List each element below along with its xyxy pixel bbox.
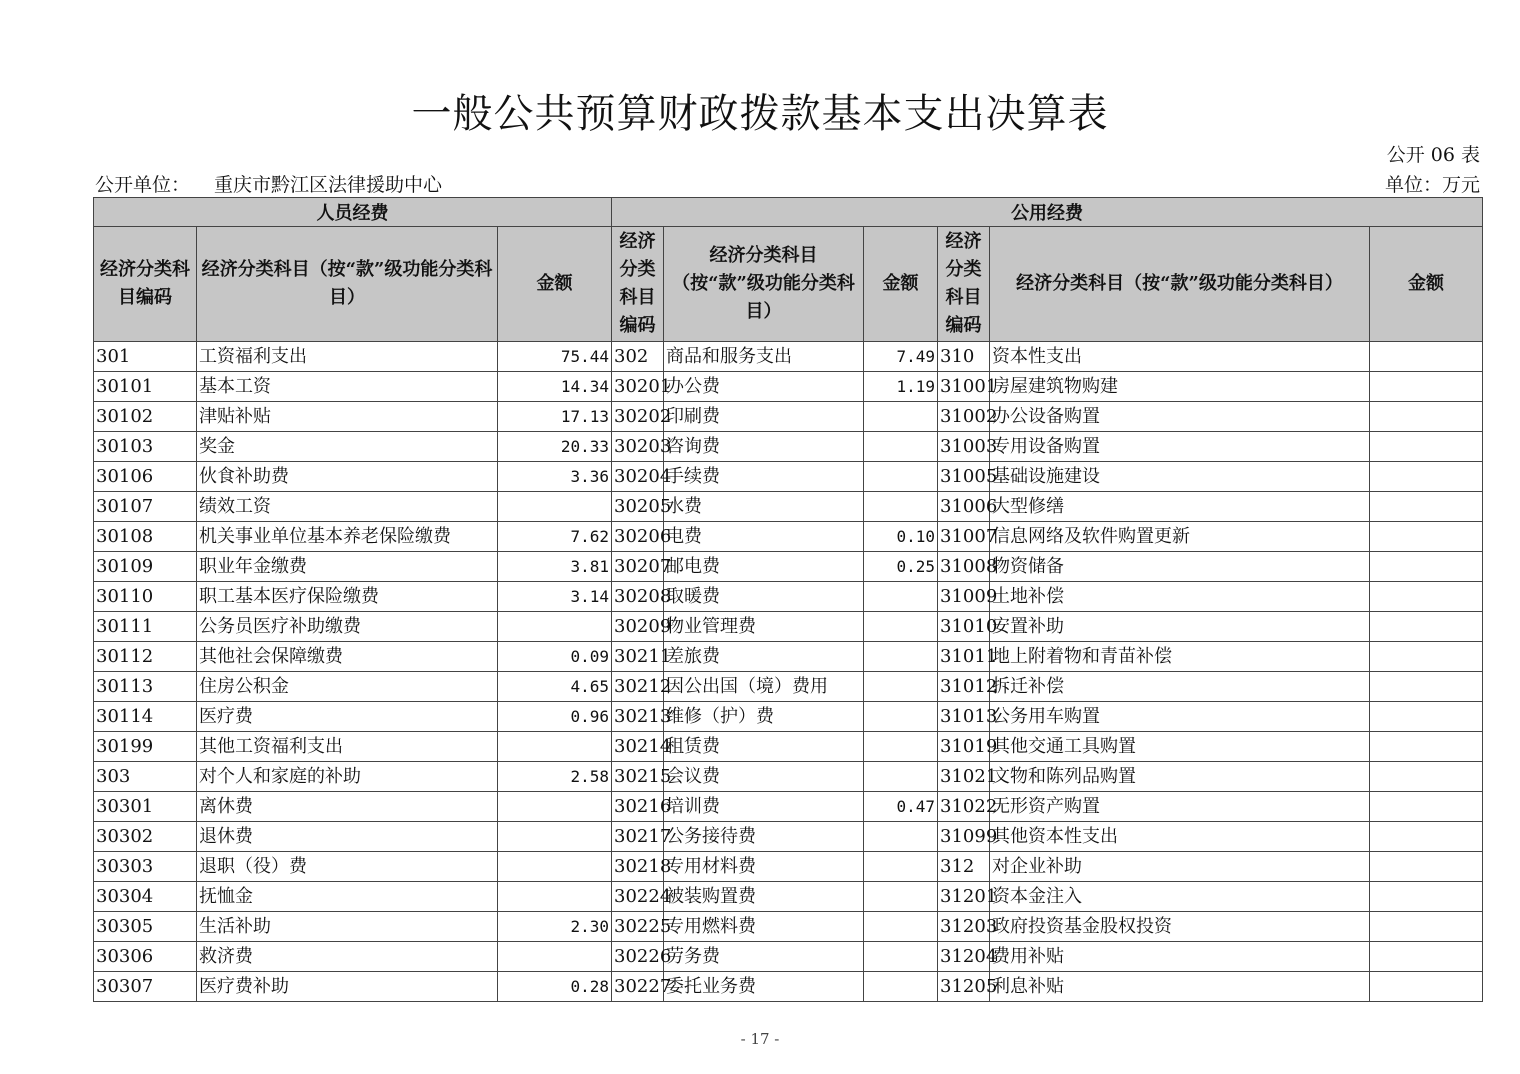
cell-name: 公务接待费: [664, 822, 864, 852]
cell-amount: 75.44: [498, 342, 612, 372]
cell-amount: 3.14: [498, 582, 612, 612]
cell-code: 31022: [938, 792, 990, 822]
cell-code: 301: [94, 342, 197, 372]
cell-amount: [1370, 672, 1483, 702]
cell-amount: 0.96: [498, 702, 612, 732]
table-row: [94, 462, 1483, 492]
cell-code: 31021: [938, 762, 990, 792]
cell-amount: [1370, 582, 1483, 612]
table-row: [94, 822, 1483, 852]
cell-amount: [864, 882, 938, 912]
cell-name: 商品和服务支出: [664, 342, 864, 372]
cell-code: 31009: [938, 582, 990, 612]
cell-amount: 3.36: [498, 462, 612, 492]
table-row: [94, 582, 1483, 612]
cell-code: 30305: [94, 912, 197, 942]
cell-code: 30102: [94, 402, 197, 432]
cell-amount: [864, 462, 938, 492]
cell-name: 奖金: [197, 432, 498, 462]
cell-amount: [498, 852, 612, 882]
cell-code: 30113: [94, 672, 197, 702]
cell-name: 其他工资福利支出: [197, 732, 498, 762]
cell-amount: 0.28: [498, 972, 612, 1002]
cell-name: 其他资本性支出: [990, 822, 1370, 852]
unit-measure: 单位：万元: [1384, 174, 1480, 196]
cell-amount: [1370, 822, 1483, 852]
cell-name: 办公设备购置: [990, 402, 1370, 432]
cell-code: 30301: [94, 792, 197, 822]
cell-name: 差旅费: [664, 642, 864, 672]
cell-name: 资本金注入: [990, 882, 1370, 912]
cell-code: 30114: [94, 702, 197, 732]
table-row: [94, 672, 1483, 702]
cell-name: 信息网络及软件购置更新: [990, 522, 1370, 552]
group-header-row: [94, 198, 1483, 227]
cell-amount: 20.33: [498, 432, 612, 462]
cell-amount: [1370, 402, 1483, 432]
cell-name: 救济费: [197, 942, 498, 972]
group-personnel-header: 人员经费: [94, 198, 612, 227]
cell-amount: [1370, 732, 1483, 762]
table-row: [94, 432, 1483, 462]
cell-code: 30101: [94, 372, 197, 402]
cell-amount: [1370, 462, 1483, 492]
table-row: [94, 912, 1483, 942]
cell-code: 30202: [612, 402, 664, 432]
table-row: [94, 972, 1483, 1002]
expenditure-table: [93, 197, 1483, 1002]
cell-code: 31019: [938, 732, 990, 762]
cell-name: 大型修缮: [990, 492, 1370, 522]
cell-amount: [864, 702, 938, 732]
cell-amount: [498, 942, 612, 972]
table-row: [94, 792, 1483, 822]
cell-code: 30110: [94, 582, 197, 612]
name-header: 经济分类科目（按“款”级功能分类科目）: [990, 227, 1370, 342]
amount-header: 金额: [1370, 227, 1483, 342]
table-row: [94, 942, 1483, 972]
cell-code: 303: [94, 762, 197, 792]
page-number: - 17 -: [740, 1030, 780, 1048]
cell-name: 专用燃料费: [664, 912, 864, 942]
cell-code: 30203: [612, 432, 664, 462]
cell-amount: 17.13: [498, 402, 612, 432]
page-title: 一般公共预算财政拨款基本支出决算表: [411, 91, 1109, 137]
cell-name: 基本工资: [197, 372, 498, 402]
cell-code: 30213: [612, 702, 664, 732]
cell-amount: [498, 882, 612, 912]
cell-amount: [498, 792, 612, 822]
cell-name: 邮电费: [664, 552, 864, 582]
cell-code: 30212: [612, 672, 664, 702]
code-header: 经济分类科目编码: [94, 227, 197, 342]
cell-code: 31013: [938, 702, 990, 732]
cell-name: 安置补助: [990, 612, 1370, 642]
group-public-header: 公用经费: [612, 198, 1483, 227]
cell-code: 31008: [938, 552, 990, 582]
cell-code: 30304: [94, 882, 197, 912]
cell-amount: 14.34: [498, 372, 612, 402]
cell-name: 职业年金缴费: [197, 552, 498, 582]
name-header: 经济分类科目（按“款”级功能分类科目）: [197, 227, 498, 342]
cell-code: 30204: [612, 462, 664, 492]
cell-amount: [1370, 372, 1483, 402]
cell-name: 住房公积金: [197, 672, 498, 702]
cell-name: 房屋建筑物购建: [990, 372, 1370, 402]
cell-amount: [864, 942, 938, 972]
table-row: [94, 522, 1483, 552]
cell-name: 津贴补贴: [197, 402, 498, 432]
cell-name: 维修（护）费: [664, 702, 864, 732]
cell-amount: [1370, 642, 1483, 672]
cell-code: 30106: [94, 462, 197, 492]
cell-code: 312: [938, 852, 990, 882]
cell-amount: [498, 492, 612, 522]
cell-code: 31203: [938, 912, 990, 942]
cell-amount: [864, 582, 938, 612]
cell-name: 取暖费: [664, 582, 864, 612]
cell-name: 会议费: [664, 762, 864, 792]
cell-name: 专用材料费: [664, 852, 864, 882]
cell-code: 30201: [612, 372, 664, 402]
cell-code: 31201: [938, 882, 990, 912]
cell-amount: 2.30: [498, 912, 612, 942]
cell-name: 文物和陈列品购置: [990, 762, 1370, 792]
cell-code: 30306: [94, 942, 197, 972]
cell-name: 拆迁补偿: [990, 672, 1370, 702]
column-header-row: [94, 227, 1483, 342]
cell-amount: 0.25: [864, 552, 938, 582]
table-row: [94, 882, 1483, 912]
cell-amount: [498, 732, 612, 762]
cell-code: 31204: [938, 942, 990, 972]
cell-code: 30205: [612, 492, 664, 522]
cell-code: 31003: [938, 432, 990, 462]
cell-name: 生活补助: [197, 912, 498, 942]
cell-name: 职工基本医疗保险缴费: [197, 582, 498, 612]
cell-amount: [498, 822, 612, 852]
cell-code: 31205: [938, 972, 990, 1002]
cell-code: 31006: [938, 492, 990, 522]
table-row: [94, 852, 1483, 882]
table-row: [94, 732, 1483, 762]
cell-amount: [1370, 492, 1483, 522]
cell-amount: [1370, 852, 1483, 882]
cell-name: 对个人和家庭的补助: [197, 762, 498, 792]
cell-name: 其他社会保障缴费: [197, 642, 498, 672]
cell-code: 31010: [938, 612, 990, 642]
cell-name: 委托业务费: [664, 972, 864, 1002]
cell-name: 电费: [664, 522, 864, 552]
cell-amount: [1370, 432, 1483, 462]
cell-code: 31007: [938, 522, 990, 552]
table-row: [94, 762, 1483, 792]
cell-name: 培训费: [664, 792, 864, 822]
cell-code: 30216: [612, 792, 664, 822]
table-row: [94, 552, 1483, 582]
cell-amount: [864, 612, 938, 642]
cell-amount: [1370, 792, 1483, 822]
cell-name: 政府投资基金股权投资: [990, 912, 1370, 942]
cell-code: 30226: [612, 942, 664, 972]
cell-name: 被装购置费: [664, 882, 864, 912]
cell-name: 伙食补助费: [197, 462, 498, 492]
cell-amount: [864, 672, 938, 702]
cell-code: 31012: [938, 672, 990, 702]
cell-amount: 7.49: [864, 342, 938, 372]
cell-name: 无形资产购置: [990, 792, 1370, 822]
cell-name: 工资福利支出: [197, 342, 498, 372]
cell-code: 31011: [938, 642, 990, 672]
cell-name: 专用设备购置: [990, 432, 1370, 462]
cell-amount: [1370, 942, 1483, 972]
table-row: [94, 642, 1483, 672]
cell-name: 费用补贴: [990, 942, 1370, 972]
cell-amount: [1370, 342, 1483, 372]
cell-amount: [498, 612, 612, 642]
table-number: 公开 06 表: [1386, 144, 1480, 166]
cell-code: 30209: [612, 612, 664, 642]
cell-amount: 0.47: [864, 792, 938, 822]
cell-amount: [864, 912, 938, 942]
cell-amount: [864, 822, 938, 852]
cell-amount: 2.58: [498, 762, 612, 792]
cell-code: 30211: [612, 642, 664, 672]
cell-code: 30227: [612, 972, 664, 1002]
cell-name: 资本性支出: [990, 342, 1370, 372]
cell-amount: [1370, 972, 1483, 1002]
cell-code: 31002: [938, 402, 990, 432]
cell-code: 30218: [612, 852, 664, 882]
cell-code: 30225: [612, 912, 664, 942]
cell-name: 土地补偿: [990, 582, 1370, 612]
cell-amount: [1370, 882, 1483, 912]
cell-amount: 4.65: [498, 672, 612, 702]
cell-name: 公务员医疗补助缴费: [197, 612, 498, 642]
cell-name: 地上附着物和青苗补偿: [990, 642, 1370, 672]
cell-name: 基础设施建设: [990, 462, 1370, 492]
cell-amount: [864, 732, 938, 762]
cell-code: 30215: [612, 762, 664, 792]
cell-name: 因公出国（境）费用: [664, 672, 864, 702]
cell-code: 30303: [94, 852, 197, 882]
table-body: [94, 342, 1483, 1002]
cell-name: 水费: [664, 492, 864, 522]
cell-name: 离休费: [197, 792, 498, 822]
cell-amount: [864, 492, 938, 522]
cell-name: 其他交通工具购置: [990, 732, 1370, 762]
cell-code: 30217: [612, 822, 664, 852]
table-row: [94, 372, 1483, 402]
cell-name: 办公费: [664, 372, 864, 402]
cell-name: 退休费: [197, 822, 498, 852]
cell-amount: [1370, 912, 1483, 942]
cell-name: 抚恤金: [197, 882, 498, 912]
cell-amount: [864, 852, 938, 882]
cell-code: 30214: [612, 732, 664, 762]
cell-code: 31099: [938, 822, 990, 852]
unit-label: 公开单位：: [95, 174, 191, 196]
cell-code: 30199: [94, 732, 197, 762]
cell-name: 退职（役）费: [197, 852, 498, 882]
amount-header: 金额: [864, 227, 938, 342]
name-header: 经济分类科目（按“款”级功能分类科目）: [664, 227, 864, 342]
cell-name: 物资储备: [990, 552, 1370, 582]
cell-amount: [1370, 762, 1483, 792]
cell-code: 30111: [94, 612, 197, 642]
cell-amount: [1370, 612, 1483, 642]
cell-amount: 0.10: [864, 522, 938, 552]
cell-amount: [864, 972, 938, 1002]
cell-code: 310: [938, 342, 990, 372]
cell-name: 医疗费补助: [197, 972, 498, 1002]
table-row: [94, 402, 1483, 432]
cell-name: 劳务费: [664, 942, 864, 972]
cell-code: 302: [612, 342, 664, 372]
cell-name: 咨询费: [664, 432, 864, 462]
cell-code: 30108: [94, 522, 197, 552]
cell-name: 机关事业单位基本养老保险缴费: [197, 522, 498, 552]
cell-code: 30208: [612, 582, 664, 612]
cell-name: 绩效工资: [197, 492, 498, 522]
cell-name: 公务用车购置: [990, 702, 1370, 732]
cell-amount: [864, 432, 938, 462]
table-row: [94, 342, 1483, 372]
table-row: [94, 612, 1483, 642]
cell-code: 30224: [612, 882, 664, 912]
cell-name: 医疗费: [197, 702, 498, 732]
cell-code: 31005: [938, 462, 990, 492]
cell-amount: [1370, 522, 1483, 552]
cell-amount: 1.19: [864, 372, 938, 402]
cell-code: 30112: [94, 642, 197, 672]
cell-code: 30307: [94, 972, 197, 1002]
cell-code: 31001: [938, 372, 990, 402]
cell-code: 30207: [612, 552, 664, 582]
cell-amount: [864, 762, 938, 792]
cell-code: 30206: [612, 522, 664, 552]
cell-amount: 0.09: [498, 642, 612, 672]
cell-name: 对企业补助: [990, 852, 1370, 882]
cell-amount: [864, 642, 938, 672]
code-header: 经济分类科目编码: [612, 227, 664, 342]
cell-amount: [1370, 702, 1483, 732]
cell-name: 物业管理费: [664, 612, 864, 642]
cell-name: 印刷费: [664, 402, 864, 432]
cell-name: 租赁费: [664, 732, 864, 762]
table-row: [94, 702, 1483, 732]
table-row: [94, 492, 1483, 522]
amount-header: 金额: [498, 227, 612, 342]
cell-code: 30107: [94, 492, 197, 522]
cell-name: 利息补贴: [990, 972, 1370, 1002]
cell-amount: [864, 402, 938, 432]
cell-amount: 3.81: [498, 552, 612, 582]
cell-code: 30103: [94, 432, 197, 462]
cell-amount: [1370, 552, 1483, 582]
unit-name: 重庆市黔江区法律援助中心: [214, 174, 443, 196]
cell-name: 手续费: [664, 462, 864, 492]
cell-amount: 7.62: [498, 522, 612, 552]
cell-code: 30302: [94, 822, 197, 852]
cell-code: 30109: [94, 552, 197, 582]
unit-line: [95, 170, 1480, 197]
code-header: 经济分类科目编码: [938, 227, 990, 342]
